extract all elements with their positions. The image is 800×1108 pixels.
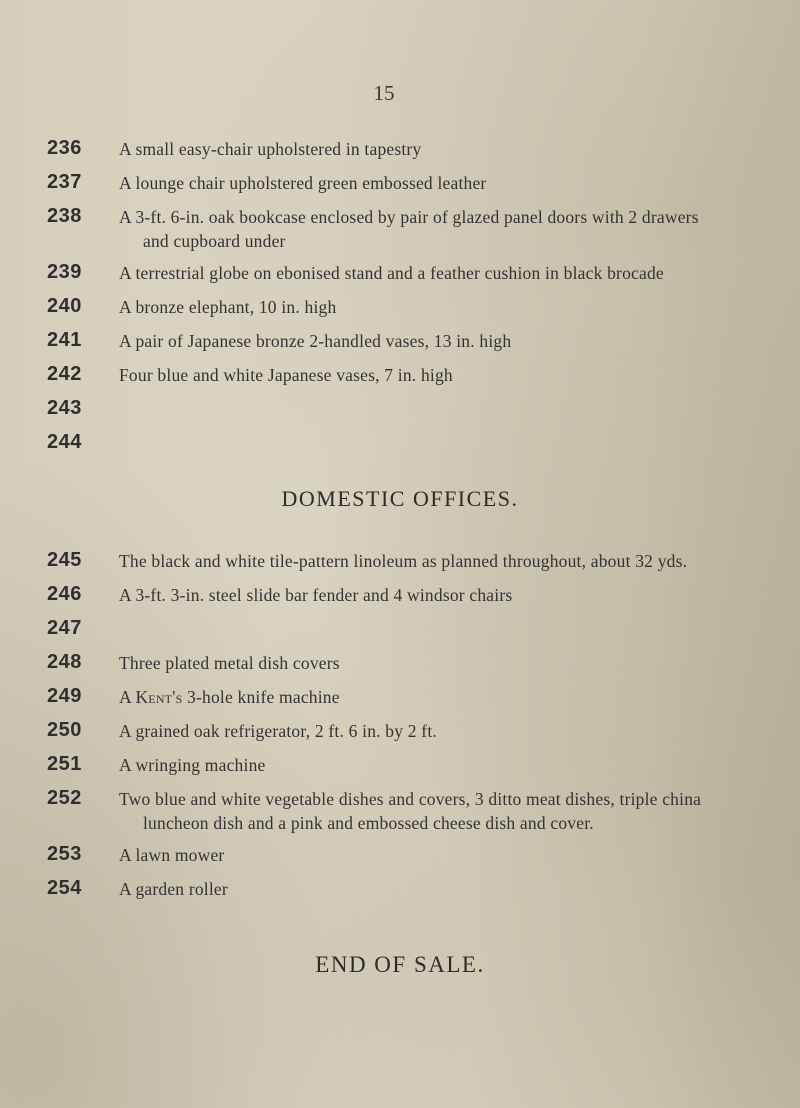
lot-description: A bronze elephant, 10 in. high: [119, 297, 337, 317]
lot-number: 248: [47, 651, 82, 673]
lot-description: A lawn mower: [119, 845, 225, 865]
end-of-sale: END OF SALE.: [315, 952, 485, 977]
lot-description: A pair of Japanese bronze 2-handled vases, 13 in. high: [119, 331, 512, 351]
lot-description: A wringing machine: [119, 755, 266, 775]
lot-number: 237: [47, 171, 82, 193]
lot-number: 253: [47, 843, 82, 865]
lot-number: 252: [47, 787, 82, 809]
lot-description-suffix: 3-hole knife machine: [182, 687, 340, 707]
lot-number: 246: [47, 583, 82, 605]
lot-number: 241: [47, 329, 82, 351]
lot-number: 239: [47, 261, 82, 283]
lot-number: 251: [47, 753, 82, 775]
section-heading: DOMESTIC OFFICES.: [281, 486, 519, 511]
lot-number: 240: [47, 295, 82, 317]
lot-description: [119, 685, 769, 709]
lot-number: 245: [47, 549, 82, 571]
lot-number: 238: [47, 205, 82, 227]
lot-number: 243: [47, 397, 82, 419]
lot-description-prefix: A: [119, 687, 136, 707]
lot-description: The black and white tile-pattern linoleum as planned throughout, about 32 yds.: [119, 551, 688, 571]
lot-description: [119, 787, 769, 835]
lot-description: Three plated metal dish covers: [119, 653, 340, 673]
lot-description-continuation: luncheon dish and a pink and embossed cheese dish and cover.: [143, 813, 594, 833]
lot-number: 247: [47, 617, 82, 639]
lot-description: A 3-ft. 3-in. steel slide bar fender and 4 windsor chairs: [119, 585, 513, 605]
lot-description: A small easy-chair upholstered in tapestry: [119, 139, 422, 159]
lot-number: 254: [47, 877, 82, 899]
lot-description-continuation: and cupboard under: [143, 231, 286, 251]
lot-description: A terrestrial globe on ebonised stand and a feather cushion in black brocade: [119, 263, 664, 283]
lot-description-line: A 3-ft. 6-in. oak bookcase enclosed by pair of glazed panel doors with 2 drawers: [119, 207, 699, 227]
lot-number: 249: [47, 685, 82, 707]
lot-number: 244: [47, 431, 82, 453]
lot-description: [119, 205, 769, 253]
lot-number: 242: [47, 363, 82, 385]
lot-description-line: Two blue and white vegetable dishes and covers, 3 ditto meat dishes, triple china: [119, 789, 702, 809]
lot-description: Four blue and white Japanese vases, 7 in. high: [119, 365, 453, 385]
lot-number: 250: [47, 719, 82, 741]
lot-description: A lounge chair upholstered green embossed leather: [119, 173, 487, 193]
lot-description-smallcaps: Kent's: [135, 687, 183, 707]
lot-number: 236: [47, 137, 82, 159]
lot-description: A grained oak refrigerator, 2 ft. 6 in. by 2 ft.: [119, 721, 437, 741]
page-number: 15: [373, 81, 395, 105]
lot-description: A garden roller: [119, 879, 228, 899]
